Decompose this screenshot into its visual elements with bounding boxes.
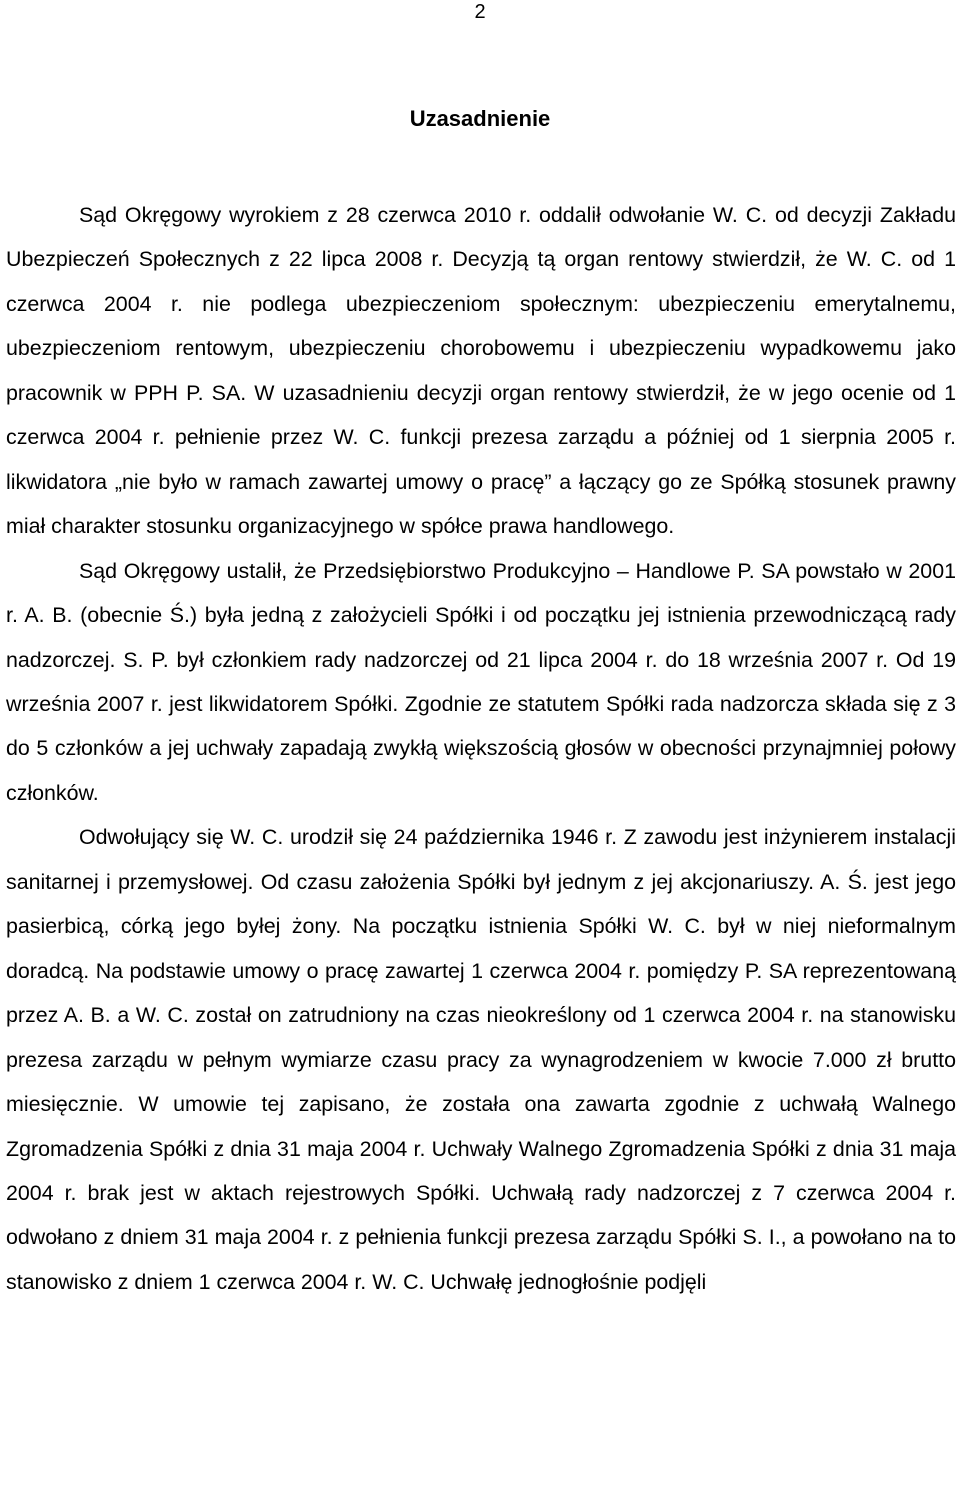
page-number: 2 — [474, 1, 486, 23]
document-body — [6, 193, 956, 1304]
paragraph-2: Sąd Okręgowy ustalił, że Przedsiębiorstwo Produkcyjno – Handlowe P. SA powstało w 2001 r. A. B. (obecnie Ś.) była jedną z założycieli Spółki i od początku jej istnienia przewodniczącą rady nadzorczej. S. P. był członkiem rady nadzorczej od 21 lipca 2004 r. do 18 września 2007 r. Od 19 września 2007 r. jest likwidatorem Spółki. Zgodnie ze statutem Spółki rada nadzorcza składa się z 3 do 5 członków a jej uchwały zapadają zwykłą większością głosów w obecności przynajmniej połowy członków. — [6, 558, 956, 805]
document-heading: Uzasadnienie — [409, 106, 551, 131]
paragraph-3: Odwołujący się W. C. urodził się 24 października 1946 r. Z zawodu jest inżynierem instalacji sanitarnej i przemysłowej. Od czasu założenia Spółki był jednym z jej akcjonariuszy. A. Ś. jest jego pasierbicą, córką jego byłej żony. Na początku istnienia Spółki W. C. był w niej nieformalnym doradcą. Na podstawie umowy o pracę zawartej 1 czerwca 2004 r. pomiędzy P. SA reprezentowaną przez A. B. a W. C. został on zatrudniony na czas nieokreślony od 1 czerwca 2004 r. na stanowisku prezesa zarządu w pełnym wymiarze czasu pracy za wynagrodzeniem w kwocie 7.000 zł brutto miesięcznie. W umowie tej zapisano, że została ona zawarta zgodnie z uchwałą Walnego Zgromadzenia Spółki z dnia 31 maja 2004 r. Uchwały Walnego Zgromadzenia Spółki z dnia 31 maja 2004 r. brak jest w aktach rejestrowych Spółki. Uchwałą rady nadzorczej z 7 czerwca 2004 r. odwołano z dniem 31 maja 2004 r. z pełnienia funkcji prezesa zarządu Spółki S. I., a powołano na to stanowisko z dniem 1 czerwca 2004 r. W. C. Uchwałę jednogłośnie podjęli — [6, 825, 956, 1294]
paragraph-1: Sąd Okręgowy wyrokiem z 28 czerwca 2010 r. oddalił odwołanie W. C. od decyzji Zakładu Ubezpieczeń Społecznych z 22 lipca 2008 r. Decyzją tą organ rentowy stwierdził, że W. C. od 1 czerwca 2004 r. nie podlega ubezpieczeniom społecznym: ubezpieczeniu emerytalnemu, ubezpieczeniom rentowym, ubezpieczeniu chorobowemu i ubezpieczeniu wypadkowemu jako pracownik w PPH P. SA. W uzasadnieniu decyzji organ rentowy stwierdził, że w jego ocenie od 1 czerwca 2004 r. pełnienie przez W. C. funkcji prezesa zarządu a później od 1 sierpnia 2005 r. likwidatora „nie było w ramach zawartej umowy o pracę” a łączący go ze Spółką stosunek prawny miał charakter stosunku organizacyjnego w spółce prawa handlowego. — [6, 203, 956, 539]
